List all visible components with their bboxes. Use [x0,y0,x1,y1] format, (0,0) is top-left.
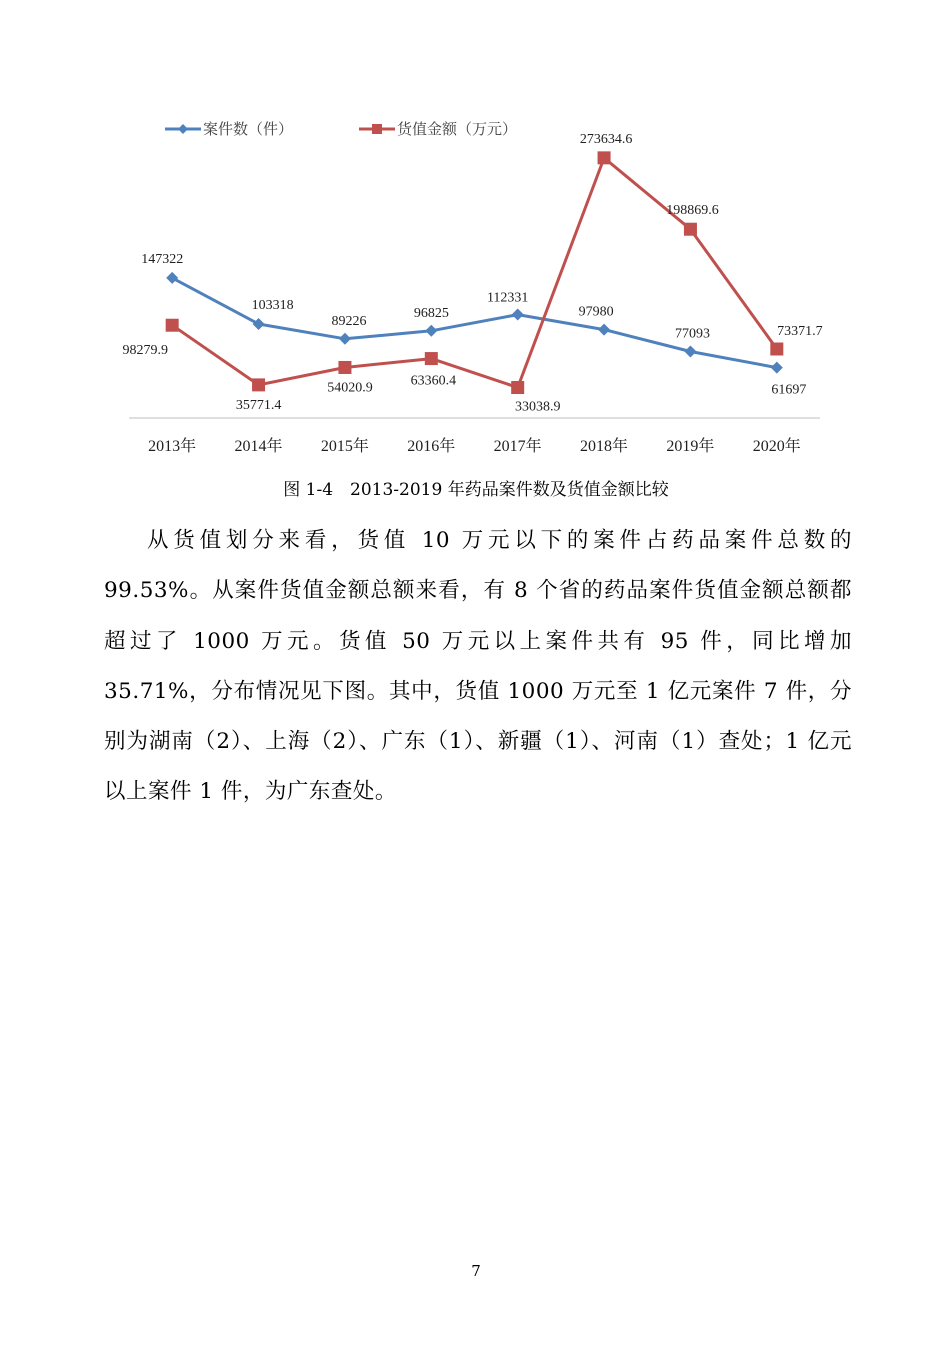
x-tick-label: 2018年 [580,438,629,455]
legend-swatch-marker [178,124,188,134]
data-point [166,319,179,332]
line-chart [0,0,952,470]
data-label: 73371.7 [777,324,823,340]
data-point [684,345,696,357]
data-point [338,361,351,374]
data-label: 35771.4 [235,397,282,413]
data-label: 77093 [674,326,710,342]
data-label: 147322 [141,251,184,267]
data-point [598,151,611,164]
data-point [253,318,265,330]
data-label: 112331 [486,290,529,306]
data-point [511,381,524,394]
data-point [512,309,524,321]
data-label: 63360.4 [410,373,457,389]
data-point [425,325,437,337]
data-point [252,378,265,391]
x-tick-label: 2015年 [320,438,369,455]
legend-label: 案件数（件） [203,120,294,138]
data-point [425,352,438,365]
x-tick-label: 2019年 [666,438,715,455]
data-label: 89226 [331,313,367,329]
data-point [339,333,351,345]
page-number: 7 [471,1262,481,1280]
x-tick-label: 2014年 [234,438,283,455]
data-point [166,272,178,284]
body-paragraph: 从货值划分来看，货值 10 万元以下的案件占药品案件总数的 99.53%。从案件货值金额总额来看，有 8 个省的药品案件货值金额总额都超过了 1000 万元。货值 50 万元以上案件共有 95 件，同比增加 35.71%，分布情况见下图。其中，货值 1000 万元至 1 亿元案件 7 件，分别为湖南（2）、上海（2）、广东（1）、新疆（1）、河南（1）查处；1 亿元以上案件 1 件，为广东查处。 [104,528,852,805]
data-label: 103318 [251,298,294,314]
x-tick-label: 2013年 [148,438,197,455]
x-tick-label: 2016年 [407,438,456,455]
data-point [684,223,697,236]
legend-label: 货值金额（万元） [397,120,518,138]
figure-caption: 图 1-4 2013-2019 年药品案件数及货值金额比较 [283,480,669,500]
data-label: 96825 [413,305,449,321]
data-point [598,324,610,336]
data-point [770,343,783,356]
legend-swatch-marker [372,124,382,134]
x-tick-label: 2017年 [493,438,542,455]
data-label: 97980 [578,304,614,320]
data-label: 61697 [771,382,807,398]
data-label: 33038.9 [514,399,561,415]
data-point [771,362,783,374]
data-label: 98279.9 [122,343,168,359]
data-label: 54020.9 [327,380,373,396]
x-tick-label: 2020年 [752,438,801,455]
data-label: 273634.6 [579,131,633,147]
data-label: 198869.6 [666,203,719,219]
